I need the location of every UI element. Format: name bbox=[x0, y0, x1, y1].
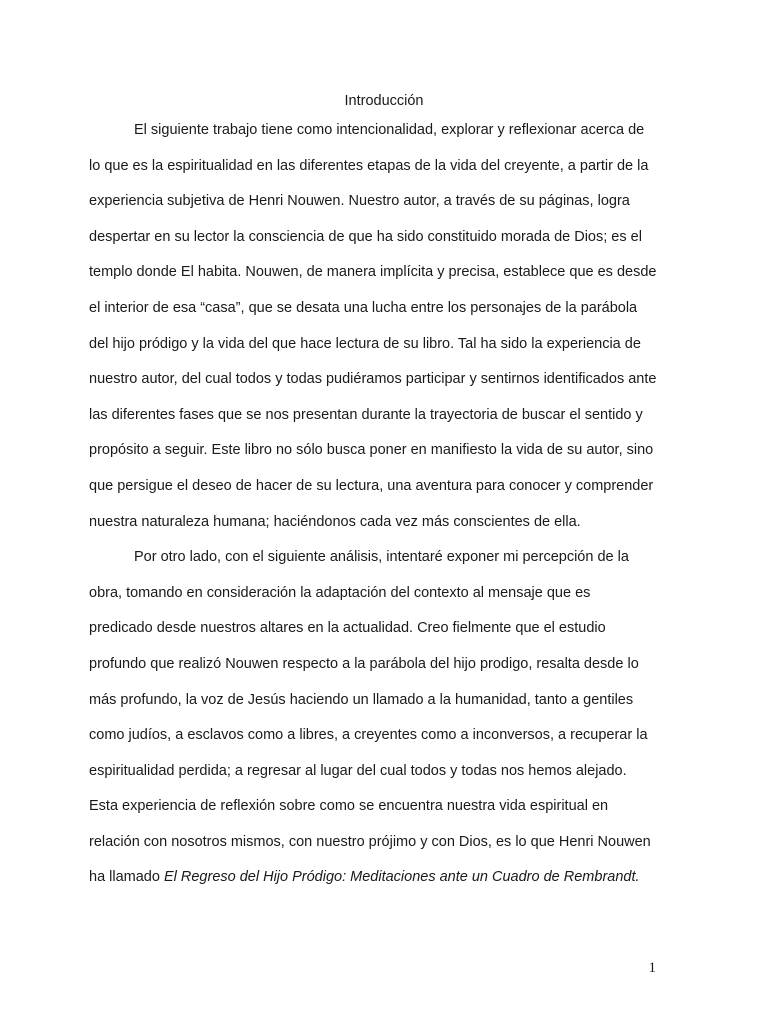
paragraph-line: lo que es la espiritualidad en las diferentes etapas de la vida del creyente, a partir de la bbox=[89, 157, 649, 174]
paragraph-line: Por otro lado, con el siguiente análisis, intentaré exponer mi percepción de la bbox=[134, 549, 629, 566]
paragraph-1 bbox=[89, 113, 679, 540]
paragraph-line: espiritualidad perdida; a regresar al lugar del cual todos y todas nos hemos alejado. bbox=[89, 762, 627, 779]
paragraph-line: experiencia subjetiva de Henri Nouwen. Nuestro autor, a través de su páginas, logra bbox=[89, 193, 630, 210]
paragraph-line: más profundo, la voz de Jesús haciendo un llamado a la humanidad, tanto a gentiles bbox=[89, 691, 634, 708]
paragraph-line: templo donde El habita. Nouwen, de manera implícita y precisa, establece que es desde bbox=[89, 264, 657, 281]
paragraph-line: obra, tomando en consideración la adaptación del contexto al mensaje que es bbox=[89, 584, 591, 601]
paragraph-line: propósito a seguir. Este libro no sólo busca poner en manifiesto la vida de su autor, sino bbox=[89, 442, 654, 459]
paragraph-line: las diferentes fases que se nos presentan durante la trayectoria de buscar el sentido y bbox=[89, 406, 643, 423]
paragraph-line: nuestro autor, del cual todos y todas pudiéramos participar y sentirnos identificados ante bbox=[89, 371, 657, 388]
paragraph-last-line bbox=[89, 860, 679, 896]
paragraph-line: profundo que realizó Nouwen respecto a la parábola del hijo prodigo, resalta desde lo bbox=[89, 655, 639, 672]
paragraph-line: El siguiente trabajo tiene como intencionalidad, explorar y reflexionar acerca de bbox=[134, 122, 645, 138]
paragraph-line: despertar en su lector la consciencia de que ha sido constituido morada de Dios; es el bbox=[89, 228, 642, 245]
page-title: Introducción bbox=[344, 93, 424, 109]
paragraph-2 bbox=[89, 540, 679, 896]
last-line-prefix: ha llamado bbox=[89, 869, 164, 886]
paragraph-line: que persigue el deseo de hacer de su lectura, una aventura para conocer y comprender bbox=[89, 477, 654, 494]
paragraph-line: el interior de esa “casa”, que se desata una lucha entre los personajes de la parábola bbox=[89, 299, 638, 316]
paragraph-line: del hijo pródigo y la vida del que hace lectura de su libro. Tal ha sido la experiencia de bbox=[89, 335, 641, 352]
paragraph-line: Esta experiencia de reflexión sobre como se encuentra nuestra vida espiritual en bbox=[89, 798, 609, 815]
paragraph-line: relación con nosotros mismos, con nuestro prójimo y con Dios, es lo que Henri Nouwen bbox=[89, 833, 651, 850]
book-title: El Regreso del Hijo Pródigo: Meditaciones ante un Cuadro de Rembrandt. bbox=[163, 869, 640, 886]
paragraph-line: predicado desde nuestros altares en la actualidad. Creo fielmente que el estudio bbox=[89, 620, 606, 637]
paragraph-line: nuestra naturaleza humana; haciéndonos cada vez más conscientes de ella. bbox=[89, 513, 581, 530]
page-number: 1 bbox=[648, 960, 656, 976]
document-body bbox=[89, 89, 679, 896]
paragraph-line: como judíos, a esclavos como a libres, a creyentes como a inconversos, a recuperar la bbox=[89, 727, 648, 744]
